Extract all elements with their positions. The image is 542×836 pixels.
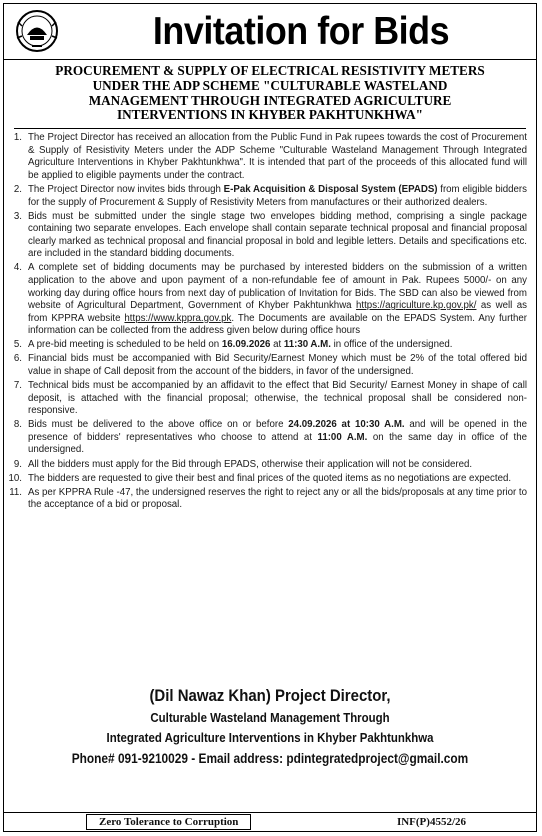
- item-number: 7.: [13, 380, 22, 392]
- list-item: [4, 339, 527, 352]
- item-number: 11.: [9, 486, 22, 498]
- website-link[interactable]: https://agriculture.kp.gov.pk/: [356, 300, 477, 312]
- text-run: The Project Director now invites bids through: [28, 183, 224, 195]
- item-number: 6.: [13, 353, 22, 365]
- text-run: E-Pak Acquisition & Disposal System (EPADS): [223, 183, 438, 195]
- text-run: The bidders are requested to give their best and final prices of the quoted items as no negotiations are expected.: [28, 472, 512, 484]
- government-emblem-icon: [8, 8, 66, 54]
- text-run: As per KPPRA Rule -47, the undersigned reserves the right to reject any or all the bids/proposals at any time prior to the acceptance of a bid or proposal.: [28, 486, 527, 511]
- text-run: . The Documents are available on the EPADS System. Any further information can be collected from the address given below during office hours: [28, 312, 527, 337]
- item-number: 10.: [8, 472, 22, 484]
- item-text: [28, 262, 527, 337]
- item-text: [28, 473, 527, 486]
- subtitle-line: UNDER THE ADP SCHEME "CULTURABLE WASTELAND: [92, 77, 448, 93]
- signatory-name: (Dil Nawaz Khan) Project Director,: [149, 686, 391, 705]
- list-item: [4, 353, 527, 378]
- item-text: [28, 132, 527, 182]
- text-run: 16.09.2026: [221, 339, 271, 351]
- text-run: and will be opened in the presence of bidders' representatives who choose to attend at: [28, 419, 528, 443]
- subtitle-line: INTERVENTIONS IN KHYBER PAKHTUNKHWA": [117, 107, 423, 123]
- slogan-box: Zero Tolerance to Corruption: [86, 814, 251, 830]
- text-run: All the bidders must apply for the Bid through EPADS, otherwise their application will not be considered.: [28, 458, 473, 470]
- item-text: [28, 380, 527, 418]
- subtitle-line: MANAGEMENT THROUGH INTEGRATED AGRICULTURE: [88, 92, 452, 108]
- page-title: Invitation for Bids: [152, 9, 450, 53]
- list-item: [4, 473, 527, 486]
- tender-subtitle: [14, 64, 526, 129]
- item-text: [28, 459, 527, 472]
- signature-block: [4, 684, 536, 769]
- text-run: 11:00 A.M.: [317, 431, 368, 443]
- item-number: 5.: [13, 339, 22, 351]
- item-text: [28, 211, 527, 261]
- terms-list: [4, 132, 536, 512]
- text-run: 24.09.2026 at 10:30 A.M.: [288, 419, 405, 431]
- item-number: 1.: [13, 132, 22, 144]
- text-run: in office of the undersigned.: [330, 339, 453, 351]
- list-item: [4, 487, 527, 512]
- text-run: Bids must be delivered to the above office on or before: [28, 419, 289, 431]
- text-run: on the same day in office of the undersigned.: [28, 431, 527, 456]
- subtitle-line: PROCUREMENT & SUPPLY OF ELECTRICAL RESISTIVITY METERS: [55, 63, 485, 78]
- list-item: [4, 211, 527, 261]
- text-run: 11:30 A.M.: [283, 339, 331, 351]
- bottom-bar: [4, 812, 536, 831]
- contact-line: Phone# 091-9210029 - Email address: pdintegratedproject@gmail.com: [71, 751, 469, 766]
- list-item: [4, 184, 527, 209]
- reference-number: INF(P)4552/26: [396, 816, 466, 828]
- office-line: Culturable Wasteland Management Through: [150, 710, 390, 725]
- item-text: [28, 339, 527, 352]
- advertisement-page: [3, 3, 537, 832]
- text-run: A pre-bid meeting is scheduled to be held on: [28, 339, 222, 351]
- item-text: [28, 353, 527, 378]
- item-number: 8.: [13, 419, 22, 431]
- text-run: A complete set of bidding documents may be purchased by interested bidders on the submission of a written application to the above and upon payment of a non-refundable fee of amount in Pak. Rupees 5000/- on any working day during office hours from next day of publication of Invitation for Bids. The SBD can also be viewed from website of Agricultural Department, Government of Khyber Pakhtunkhwa: [28, 262, 527, 312]
- header: [4, 4, 536, 60]
- item-text: [28, 184, 527, 209]
- text-run: as well as from KPPRA website: [28, 300, 527, 324]
- text-run: Bids must be submitted under the single stage two envelopes bidding method, comprising a single package containing two separate envelopes. Each envelope shall contain separate technical proposal and financial proposal clearly marked as technical proposal and financial proposal in bold and legible letters. Details and specifications etc. are included in the standard bidding documents.: [28, 210, 527, 260]
- list-item: [4, 262, 527, 337]
- website-link[interactable]: https://www.kppra.gov.pk: [124, 312, 232, 324]
- office-line: Integrated Agriculture Interventions in Khyber Pakhtunkhwa: [106, 730, 434, 745]
- item-text: [28, 419, 527, 457]
- list-item: [4, 419, 527, 457]
- item-text: [28, 487, 527, 512]
- text-run: from eligible bidders for the supply of Procurement & Supply of Resistivity Meters from manufactures or their authorized dealers.: [28, 183, 528, 208]
- list-item: [4, 380, 527, 418]
- list-item: [4, 459, 527, 472]
- list-item: [4, 132, 527, 182]
- item-number: 2.: [13, 183, 22, 195]
- text-run: Financial bids must be accompanied with Bid Security/Earnest Money which must be 2% of the total offered bid value in shape of Call deposit from the account of the bidders, in favor of the undersigned.: [28, 353, 527, 377]
- item-number: 9.: [13, 458, 22, 470]
- item-number: 3.: [13, 210, 22, 222]
- text-run: Technical bids must be accompanied by an affidavit to the effect that Bid Security/ Earnest Money in shape of call deposit, is attached with the financial proposal; otherwise, the technical proposal shall be considered non-responsive.: [28, 380, 527, 417]
- text-run: at: [270, 339, 284, 351]
- text-run: The Project Director has received an allocation from the Public Fund in Pak rupees towards the cost of Procurement & Supply of Resistivity Meters under the ADP Scheme "Culturable Wasteland Management Through Integrated Agriculture Interventions in Khyber Pakhtunkhwa". It is intended that part of the proceeds of this allocated fund will be applied to eligible payments under the contract.: [28, 132, 527, 181]
- item-number: 4.: [13, 262, 22, 274]
